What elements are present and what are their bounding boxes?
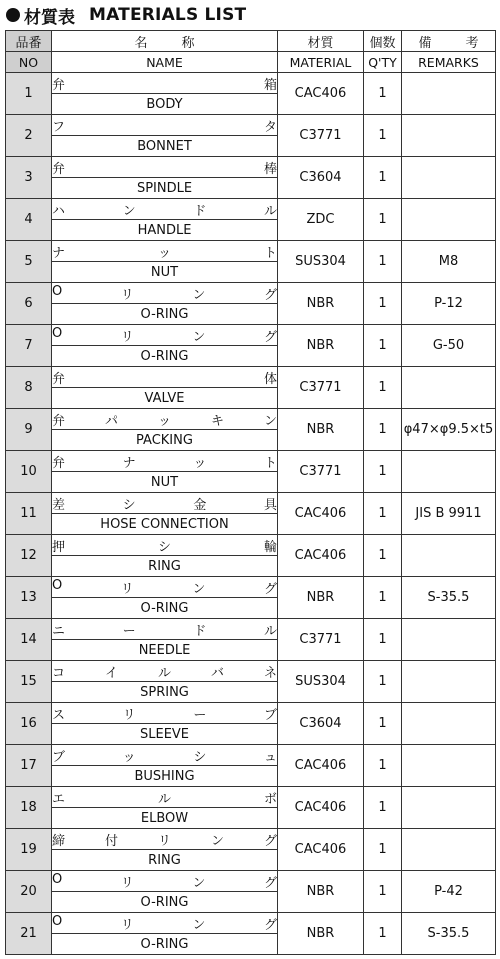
item-name-en: BUSHING: [52, 766, 278, 787]
item-name-en: SPRING: [52, 682, 278, 703]
item-name-jp-char: ナ: [122, 455, 136, 471]
item-qty: 1: [364, 493, 402, 535]
item-material: CAC406: [278, 493, 364, 535]
item-qty: 1: [364, 745, 402, 787]
table-row: [6, 199, 496, 220]
item-name-jp: [52, 325, 278, 346]
item-remarks: G-50: [402, 325, 496, 367]
header-no-en: NO: [6, 52, 52, 73]
item-name-jp: [52, 409, 278, 430]
item-name-jp-char: キ: [210, 413, 224, 429]
item-remarks: [402, 73, 496, 115]
item-name-jp: [52, 535, 278, 556]
header-qty-en: Q'TY: [364, 52, 402, 73]
item-name-jp-char: ン: [210, 833, 224, 849]
item-material: NBR: [278, 577, 364, 619]
item-remarks: JIS B 9911: [402, 493, 496, 535]
item-name-jp-char: グ: [263, 833, 277, 849]
item-qty: 1: [364, 283, 402, 325]
item-name-jp: [52, 73, 278, 94]
item-material: NBR: [278, 913, 364, 955]
table-row: [6, 115, 496, 136]
item-material: CAC406: [278, 745, 364, 787]
item-name-jp-char: ン: [263, 413, 277, 429]
item-material: C3771: [278, 451, 364, 493]
item-remarks: M8: [402, 241, 496, 283]
item-name-jp-char: コ: [52, 665, 66, 681]
item-name-en: BODY: [52, 94, 278, 115]
item-name-en: ELBOW: [52, 808, 278, 829]
item-remarks: S-35.5: [402, 913, 496, 955]
header-name-en: NAME: [52, 52, 278, 73]
header-no-jp: 品番: [6, 31, 52, 52]
item-name-jp-char: 締: [52, 833, 66, 849]
item-name-jp-char: 棒: [263, 161, 277, 177]
table-row: [6, 871, 496, 892]
item-name-jp: [52, 493, 278, 514]
item-remarks: φ47×φ9.5×t5: [402, 409, 496, 451]
header-material-jp: 材質: [278, 31, 364, 52]
item-name-en: VALVE: [52, 388, 278, 409]
item-qty: 1: [364, 913, 402, 955]
item-qty: 1: [364, 871, 402, 913]
item-material: SUS304: [278, 241, 364, 283]
item-name-jp-char: タ: [263, 119, 277, 135]
table-row: [6, 745, 496, 766]
item-name-jp-char: リ: [120, 875, 134, 891]
item-name-jp-char: ト: [263, 455, 277, 471]
table-row: [6, 451, 496, 472]
item-name-jp-char: ス: [52, 707, 66, 723]
item-name-jp-char: ド: [193, 623, 207, 639]
item-name-jp-char: ュ: [263, 749, 277, 765]
item-name-jp: [52, 871, 278, 892]
item-name-en: O-RING: [52, 346, 278, 367]
item-number: 15: [6, 661, 52, 703]
item-number: 13: [6, 577, 52, 619]
item-name-en: O-RING: [52, 892, 278, 913]
item-name-jp-char: ト: [263, 245, 277, 261]
item-name-jp: [52, 703, 278, 724]
item-qty: 1: [364, 577, 402, 619]
item-number: 4: [6, 199, 52, 241]
item-name-jp-char: シ: [122, 497, 136, 513]
item-name-en: RING: [52, 556, 278, 577]
header-qty-jp: 個数: [364, 31, 402, 52]
item-number: 20: [6, 871, 52, 913]
item-name-en: BONNET: [52, 136, 278, 157]
item-remarks: S-35.5: [402, 577, 496, 619]
table-row: [6, 409, 496, 430]
item-name-jp-char: ン: [192, 329, 206, 345]
item-material: C3771: [278, 367, 364, 409]
item-name-jp-char: リ: [120, 581, 134, 597]
title-jp: 材質表: [24, 7, 75, 28]
item-material: NBR: [278, 325, 364, 367]
item-name-jp: [52, 115, 278, 136]
item-name-jp-char: ブ: [52, 749, 66, 765]
item-name-jp-char: ル: [157, 665, 171, 681]
materials-table: [5, 30, 496, 955]
item-name-jp-char: 弁: [52, 413, 66, 429]
item-material: SUS304: [278, 661, 364, 703]
item-remarks: [402, 451, 496, 493]
item-name-jp-char: 弁: [52, 455, 66, 471]
table-row: [6, 787, 496, 808]
item-name-jp-char: O: [52, 283, 63, 299]
item-name-jp-char: リ: [120, 917, 134, 933]
item-name-en: RING: [52, 850, 278, 871]
header-remarks-jp-2: 考: [465, 35, 479, 51]
item-name-jp-char: 金: [193, 497, 207, 513]
item-number: 9: [6, 409, 52, 451]
item-name-en: HOSE CONNECTION: [52, 514, 278, 535]
item-name-jp-char: 付: [104, 833, 118, 849]
title-en: MATERIALS LIST: [89, 5, 247, 25]
table-row: [6, 913, 496, 934]
item-name-jp: [52, 157, 278, 178]
item-material: C3604: [278, 157, 364, 199]
item-name-jp-char: 具: [263, 497, 277, 513]
table-row: [6, 577, 496, 598]
item-remarks: [402, 661, 496, 703]
item-name-jp-char: O: [52, 325, 63, 341]
table-row: [6, 535, 496, 556]
header-remarks-jp-1: 備: [418, 35, 432, 51]
item-name-en: NUT: [52, 472, 278, 493]
item-name-jp-char: イ: [104, 665, 118, 681]
item-material: CAC406: [278, 535, 364, 577]
item-name-jp-char: ン: [122, 203, 136, 219]
item-name-en: HANDLE: [52, 220, 278, 241]
item-remarks: [402, 535, 496, 577]
item-name-en: SPINDLE: [52, 178, 278, 199]
item-name-jp: [52, 283, 278, 304]
header-row-en: [6, 52, 496, 73]
header-remarks-en: REMARKS: [402, 52, 496, 73]
item-name-jp: [52, 241, 278, 262]
item-qty: 1: [364, 241, 402, 283]
item-name-jp-char: ド: [193, 203, 207, 219]
item-qty: 1: [364, 619, 402, 661]
item-name-jp-char: グ: [263, 917, 277, 933]
item-name-jp: [52, 451, 278, 472]
item-name-jp-char: ッ: [157, 245, 171, 261]
item-remarks: [402, 367, 496, 409]
item-name-jp-char: 体: [263, 371, 277, 387]
item-name-jp-char: ル: [263, 623, 277, 639]
item-number: 1: [6, 73, 52, 115]
item-material: NBR: [278, 283, 364, 325]
item-number: 19: [6, 829, 52, 871]
item-number: 14: [6, 619, 52, 661]
item-number: 11: [6, 493, 52, 535]
item-remarks: [402, 619, 496, 661]
item-number: 12: [6, 535, 52, 577]
item-material: C3604: [278, 703, 364, 745]
item-name-en: O-RING: [52, 934, 278, 955]
item-qty: 1: [364, 73, 402, 115]
item-name-jp-char: 箱: [263, 77, 277, 93]
item-qty: 1: [364, 157, 402, 199]
item-name-jp-char: ン: [192, 581, 206, 597]
item-name-en: NEEDLE: [52, 640, 278, 661]
item-name-jp-char: 弁: [52, 77, 66, 93]
table-row: [6, 703, 496, 724]
item-number: 8: [6, 367, 52, 409]
item-remarks: [402, 199, 496, 241]
item-name-jp-char: O: [52, 871, 63, 887]
item-number: 6: [6, 283, 52, 325]
table-row: [6, 241, 496, 262]
table-row: [6, 619, 496, 640]
item-name-jp: [52, 367, 278, 388]
item-name-jp-char: ン: [192, 287, 206, 303]
item-name-jp-char: 差: [52, 497, 66, 513]
item-name-jp-char: 押: [52, 539, 66, 555]
item-name-jp-char: フ: [52, 119, 66, 135]
item-number: 18: [6, 787, 52, 829]
item-name-en: O-RING: [52, 304, 278, 325]
item-name-jp-char: ン: [192, 875, 206, 891]
item-material: NBR: [278, 871, 364, 913]
item-name-jp-char: パ: [104, 413, 118, 429]
item-remarks: P-12: [402, 283, 496, 325]
header-material-en: MATERIAL: [278, 52, 364, 73]
item-name-jp-char: 輪: [263, 539, 277, 555]
item-name-jp-char: ブ: [263, 707, 277, 723]
item-number: 16: [6, 703, 52, 745]
item-remarks: [402, 787, 496, 829]
item-name-jp-char: シ: [193, 749, 207, 765]
item-number: 3: [6, 157, 52, 199]
item-name-jp-char: グ: [263, 287, 277, 303]
item-name-jp-char: ニ: [52, 623, 66, 639]
table-row: [6, 157, 496, 178]
item-name-jp-char: ッ: [193, 455, 207, 471]
item-name-jp-char: ル: [157, 791, 171, 807]
item-name-jp-char: エ: [52, 791, 66, 807]
item-name-jp-char: リ: [120, 287, 134, 303]
item-qty: 1: [364, 661, 402, 703]
item-number: 21: [6, 913, 52, 955]
item-name-jp-char: リ: [122, 707, 136, 723]
item-name-jp-char: ネ: [263, 665, 277, 681]
bullet-icon: [6, 8, 20, 22]
item-name-jp-char: ハ: [52, 203, 66, 219]
item-qty: 1: [364, 451, 402, 493]
item-remarks: [402, 115, 496, 157]
item-number: 10: [6, 451, 52, 493]
item-name-jp-char: O: [52, 913, 63, 929]
item-number: 2: [6, 115, 52, 157]
item-name-jp: [52, 619, 278, 640]
table-row: [6, 325, 496, 346]
item-name-jp-char: グ: [263, 581, 277, 597]
item-name-jp-char: リ: [157, 833, 171, 849]
table-row: [6, 283, 496, 304]
item-number: 5: [6, 241, 52, 283]
table-row: [6, 661, 496, 682]
item-qty: 1: [364, 325, 402, 367]
page-title: [6, 3, 246, 27]
item-name-jp: [52, 661, 278, 682]
item-qty: 1: [364, 787, 402, 829]
item-name-jp: [52, 199, 278, 220]
item-qty: 1: [364, 367, 402, 409]
item-name-jp-char: ナ: [52, 245, 66, 261]
table-row: [6, 367, 496, 388]
item-name-jp-char: リ: [120, 329, 134, 345]
item-name-jp-char: シ: [157, 539, 171, 555]
item-name-jp-char: グ: [263, 875, 277, 891]
item-material: ZDC: [278, 199, 364, 241]
table-row: [6, 493, 496, 514]
item-name-jp: [52, 787, 278, 808]
item-name-jp: [52, 577, 278, 598]
item-name-jp-char: ー: [193, 707, 207, 723]
item-qty: 1: [364, 703, 402, 745]
item-number: 7: [6, 325, 52, 367]
item-remarks: [402, 703, 496, 745]
header-row-jp: [6, 31, 496, 52]
item-name-jp-char: ン: [192, 917, 206, 933]
item-qty: 1: [364, 409, 402, 451]
item-remarks: [402, 745, 496, 787]
item-remarks: P-42: [402, 871, 496, 913]
header-name-jp-2: 称: [181, 35, 195, 51]
header-remarks-jp: [402, 31, 496, 52]
item-name-en: O-RING: [52, 598, 278, 619]
item-name-jp-char: バ: [210, 665, 224, 681]
item-name-en: PACKING: [52, 430, 278, 451]
item-qty: 1: [364, 115, 402, 157]
item-material: NBR: [278, 409, 364, 451]
item-remarks: [402, 829, 496, 871]
item-material: CAC406: [278, 787, 364, 829]
item-name-jp: [52, 913, 278, 934]
item-name-jp-char: ッ: [122, 749, 136, 765]
item-qty: 1: [364, 199, 402, 241]
item-name-jp-char: ル: [263, 203, 277, 219]
item-material: CAC406: [278, 73, 364, 115]
item-number: 17: [6, 745, 52, 787]
item-name-jp-char: 弁: [52, 161, 66, 177]
item-name-en: NUT: [52, 262, 278, 283]
item-name-jp: [52, 745, 278, 766]
table-row: [6, 829, 496, 850]
item-name-jp-char: ッ: [157, 413, 171, 429]
item-name-jp-char: ー: [122, 623, 136, 639]
item-name-jp-char: O: [52, 577, 63, 593]
item-qty: 1: [364, 829, 402, 871]
item-material: C3771: [278, 619, 364, 661]
item-name-en: SLEEVE: [52, 724, 278, 745]
header-name-jp-1: 名: [134, 35, 148, 51]
header-name-jp: [52, 31, 278, 52]
item-name-jp-char: 弁: [52, 371, 66, 387]
item-material: CAC406: [278, 829, 364, 871]
item-name-jp-char: ボ: [263, 791, 277, 807]
item-name-jp-char: グ: [263, 329, 277, 345]
item-qty: 1: [364, 535, 402, 577]
item-name-jp: [52, 829, 278, 850]
item-material: C3771: [278, 115, 364, 157]
item-remarks: [402, 157, 496, 199]
table-row: [6, 73, 496, 94]
